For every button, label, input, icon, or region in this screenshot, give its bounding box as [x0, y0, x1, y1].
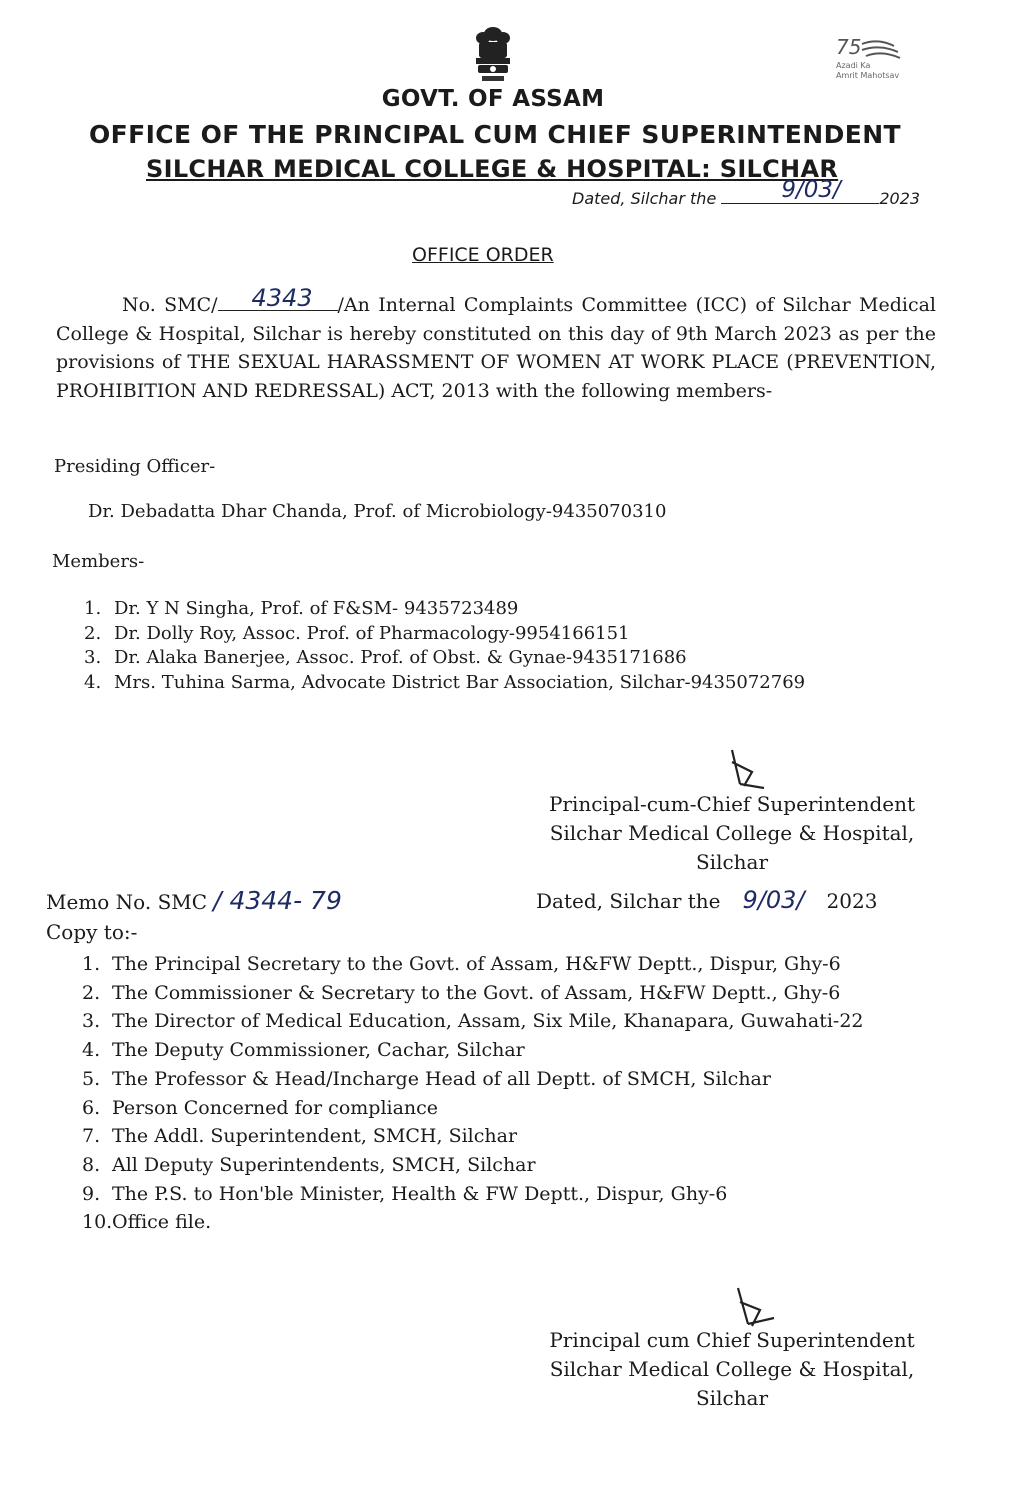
memo-date-handwritten: 9/03/	[742, 886, 805, 914]
list-item: 1. The Principal Secretary to the Govt. of Assam, H&FW Deptt., Dispur, Ghy-6	[82, 953, 841, 975]
office-heading: OFFICE OF THE PRINCIPAL CUM CHIEF SUPERINTENDENT	[89, 120, 901, 149]
presiding-label: Presiding Officer-	[54, 456, 216, 477]
order-title: OFFICE ORDER	[412, 244, 554, 266]
memo-date	[536, 886, 877, 914]
svg-text:Amrit Mahotsav: Amrit Mahotsav	[836, 71, 900, 80]
memo-date-prefix: Dated, Silchar the	[536, 889, 721, 913]
list-item: 3. Dr. Alaka Banerjee, Assoc. Prof. of Obst. & Gynae-9435171686	[84, 647, 687, 668]
signatory-place: Silchar	[695, 850, 769, 874]
list-item: 6. Person Concerned for compliance	[82, 1096, 439, 1119]
copy-to-label: Copy to:-	[46, 920, 138, 944]
order-number-handwritten: 4343	[251, 284, 313, 312]
svg-text:Azadi Ka: Azadi Ka	[836, 61, 871, 70]
signatory-institution: Silchar Medical College & Hospital,	[549, 821, 915, 845]
list-item: 7. The Addl. Superintendent, SMCH, Silchar	[82, 1125, 518, 1148]
memo-prefix: Memo No. SMC	[46, 890, 208, 914]
order-body: /An Internal Complaints Committee (ICC) of Silchar Medical College & Hospital, Silchar is hereby constituted on this day of 9th March 2023 as per the provisions of THE SEXUAL HARASSMENT OF WOMEN AT WORK PLACE (PREVENTION, PROHIBITION AND REDRESSAL) ACT, 2013 with the following members-	[56, 294, 936, 402]
signature-mark-1	[726, 746, 770, 792]
signatory-title: Principal-cum-Chief Superintendent	[548, 792, 916, 816]
members-label: Members-	[52, 551, 145, 572]
signature-mark-2	[732, 1284, 780, 1332]
list-item: 4. Mrs. Tuhina Sarma, Advocate District Bar Association, Silchar-9435072769	[84, 671, 806, 693]
state-emblem-icon	[470, 24, 516, 86]
list-item: 1. Dr. Y N Singha, Prof. of F&SM- 9435723489	[84, 598, 519, 619]
presiding-officer-name: Dr. Debadatta Dhar Chanda, Prof. of Microbiology-9435070310	[88, 501, 667, 522]
signatory-place: Silchar	[695, 1386, 769, 1410]
signature-block-2	[522, 1326, 942, 1413]
memo-number	[46, 886, 342, 915]
list-item: 2. The Commissioner & Secretary to the Govt. of Assam, H&FW Deptt., Ghy-6	[82, 981, 841, 1004]
signatory-institution: Silchar Medical College & Hospital,	[549, 1357, 915, 1381]
list-item: 8. All Deputy Superintendents, SMCH, Silchar	[82, 1153, 536, 1176]
list-item: 4. The Deputy Commissioner, Cachar, Silchar	[82, 1039, 525, 1062]
header-date-prefix: Dated, Silchar the	[572, 189, 717, 208]
govt-heading: GOVT. OF ASSAM	[381, 86, 605, 112]
list-item: 2. Dr. Dolly Roy, Assoc. Prof. of Pharmacology-9954166151	[84, 622, 630, 644]
list-item: 10.Office file.	[82, 1211, 212, 1234]
order-paragraph	[56, 284, 936, 405]
copy-to-list	[82, 950, 864, 1237]
order-number-prefix: No. SMC/	[122, 294, 218, 316]
list-item: 5. The Professor & Head/Incharge Head of all Deptt. of SMCH, Silchar	[82, 1067, 771, 1090]
memo-number-handwritten: / 4344- 79	[213, 886, 342, 915]
list-item: 3. The Director of Medical Education, Assam, Six Mile, Khanapara, Guwahati-22	[82, 1010, 864, 1033]
signature-block-1	[522, 790, 942, 877]
header-date-handwritten: 9/03/	[781, 177, 841, 203]
signatory-title: Principal cum Chief Superintendent	[549, 1328, 915, 1352]
header-date-year: 2023	[879, 189, 921, 208]
members-list	[84, 597, 805, 695]
list-item: 9. The P.S. to Hon'ble Minister, Health & FW Deptt., Dispur, Ghy-6	[82, 1182, 728, 1205]
azadi-ka-amrit-mahotsav-logo	[832, 34, 924, 82]
college-heading: SILCHAR MEDICAL COLLEGE & HOSPITAL: SILCHAR	[146, 155, 839, 183]
svg-text:75: 75	[836, 35, 862, 59]
header-date	[572, 177, 921, 208]
memo-date-year: 2023	[826, 889, 878, 913]
